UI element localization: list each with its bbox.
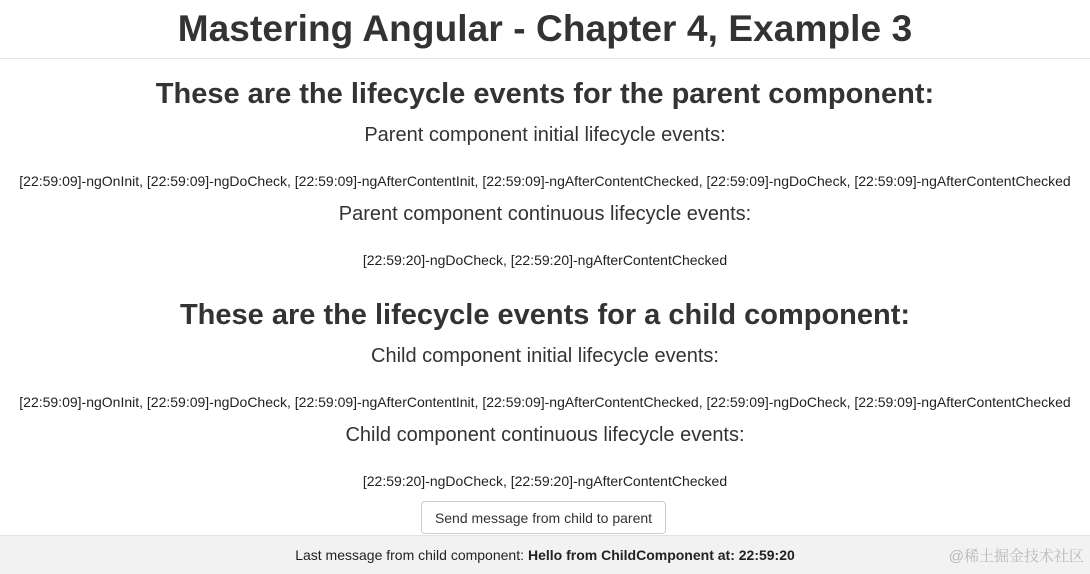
child-section-heading-wrap (0, 299, 1090, 332)
parent-section-heading: These are the lifecycle events for the parent component: (155, 78, 935, 110)
parent-continuous-label-wrap (0, 203, 1090, 226)
watermark-text: @稀土掘金技术社区 (948, 548, 1084, 565)
child-initial-events-wrap (0, 394, 1090, 410)
child-continuous-events-wrap (0, 473, 1090, 489)
parent-initial-events: [22:59:09]-ngOnInit, [22:59:09]-ngDoCheck, [22:59:09]-ngAfterContentInit, [22:59:09]-ngAfterContentChecked, [22:59:09]-ngDoCheck, [22:59:09]-ngAfterContentChecked (19, 173, 1071, 189)
page-title: Mastering Angular - Chapter 4, Example 3 (177, 8, 913, 49)
send-message-button[interactable]: Send message from child to parent (421, 501, 666, 534)
parent-continuous-events: [22:59:20]-ngDoCheck, [22:59:20]-ngAfterContentChecked (362, 252, 728, 268)
parent-initial-label-wrap (0, 124, 1090, 147)
footer-message: Hello from ChildComponent at: 22:59:20 (527, 547, 795, 563)
parent-continuous-label: Parent component continuous lifecycle events: (338, 203, 752, 225)
parent-continuous-events-wrap (0, 252, 1090, 268)
footer-status-bar (0, 535, 1090, 574)
child-continuous-label: Child component continuous lifecycle events: (345, 424, 745, 446)
parent-section-heading-wrap (0, 78, 1090, 111)
child-continuous-events: [22:59:20]-ngDoCheck, [22:59:20]-ngAfterContentChecked (362, 473, 728, 489)
page-header (0, 0, 1090, 59)
child-initial-events: [22:59:09]-ngOnInit, [22:59:09]-ngDoCheck, [22:59:09]-ngAfterContentInit, [22:59:09]-ngAfterContentChecked, [22:59:09]-ngDoCheck, [22:59:09]-ngAfterContentChecked (19, 394, 1071, 410)
child-initial-label: Child component initial lifecycle events: (371, 345, 719, 367)
parent-initial-events-wrap (0, 173, 1090, 189)
child-initial-label-wrap (0, 345, 1090, 368)
child-continuous-label-wrap (0, 424, 1090, 447)
parent-initial-label: Parent component initial lifecycle events: (364, 124, 726, 146)
child-section-heading: These are the lifecycle events for a child component: (179, 299, 911, 331)
footer-label: Last message from child component: (295, 547, 524, 563)
